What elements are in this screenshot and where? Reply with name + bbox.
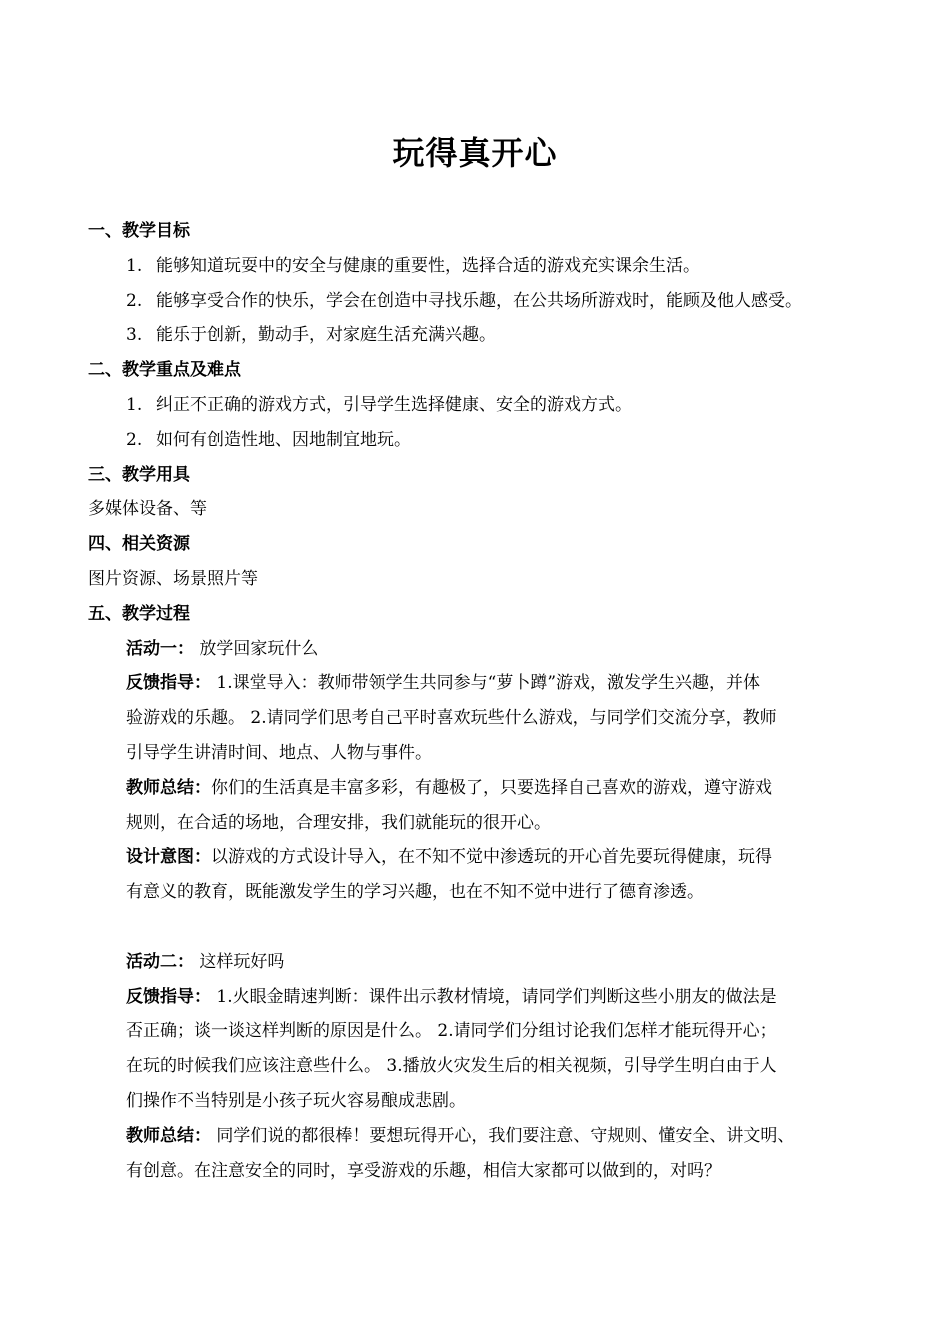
item-number: 1. bbox=[126, 255, 143, 276]
feedback-line: 在玩的时候我们应该注意些什么。 3.播放火灾发生后的相关视频，引导学生明白由于人 bbox=[126, 1056, 777, 1077]
summary-line bbox=[88, 1119, 888, 1154]
list-item bbox=[88, 284, 888, 319]
summary-line: 有创意。在注意安全的同时，享受游戏的乐趣，相信大家都可以做到的，对吗？ bbox=[126, 1160, 721, 1181]
blank-line bbox=[88, 910, 888, 945]
feedback-line bbox=[88, 666, 888, 701]
section-heading-process: 五、教学过程 bbox=[88, 603, 190, 624]
summary-text: 同学们说的都很棒！要想玩得开心，我们要注意、守规则、懂安全、讲文明、 bbox=[211, 1125, 795, 1146]
intent-line: 有意义的教育，既能激发学生的学习兴趣，也在不知不觉中进行了德育渗透。 bbox=[126, 882, 704, 903]
feedback-label: 反馈指导： bbox=[126, 673, 211, 694]
resources-text: 图片资源、场景照片等 bbox=[88, 568, 258, 589]
intent-text: 以游戏的方式设计导入，在不知不觉中渗透玩的开心首先要玩得健康，玩得 bbox=[211, 847, 772, 868]
list-item bbox=[88, 249, 888, 284]
activity-two-title bbox=[88, 945, 888, 980]
feedback-line: 们操作不当特别是小孩子玩火容易酿成悲剧。 bbox=[126, 1090, 466, 1111]
item-text: 能够享受合作的快乐，学会在创造中寻找乐趣，在公共场所游戏时，能顾及他人感受。 bbox=[156, 290, 802, 311]
item-text: 能乐于创新，勤动手，对家庭生活充满兴趣。 bbox=[156, 325, 496, 346]
activity-one-title bbox=[88, 632, 888, 667]
item-text: 纠正不正确的游戏方式，引导学生选择健康、安全的游戏方式。 bbox=[156, 394, 632, 415]
intent-label: 设计意图： bbox=[126, 847, 211, 868]
feedback-line: 否正确；谈一谈这样判断的原因是什么。 2.请同学们分组讨论我们怎样才能玩得开心； bbox=[126, 1021, 777, 1042]
list-item bbox=[88, 318, 888, 353]
activity-name: 这样玩好吗 bbox=[199, 951, 285, 972]
summary-line: 规则，在合适的场地，合理安排，我们就能玩的很开心。 bbox=[126, 812, 551, 833]
item-number: 3. bbox=[126, 325, 143, 346]
section-heading-key-points: 二、教学重点及难点 bbox=[88, 360, 241, 381]
item-number: 1. bbox=[126, 394, 143, 415]
feedback-text: 1.课堂导入：教师带领学生共同参与“萝卜蹲”游戏，激发学生兴趣，并体 bbox=[211, 673, 761, 694]
summary-line bbox=[88, 771, 888, 806]
list-item bbox=[88, 388, 888, 423]
feedback-line: 引导学生讲清时间、地点、人物与事件。 bbox=[126, 742, 432, 763]
section-heading-objectives: 一、教学目标 bbox=[88, 221, 190, 241]
activity-name: 放学回家玩什么 bbox=[199, 638, 319, 659]
document-body bbox=[88, 214, 888, 1188]
item-text: 如何有创造性地、因地制宜地玩。 bbox=[156, 429, 411, 450]
item-number: 2. bbox=[126, 429, 143, 450]
intent-line bbox=[88, 840, 888, 875]
feedback-text: 1.火眼金睛速判断：课件出示教材情境，请同学们判断这些小朋友的做法是 bbox=[211, 986, 777, 1007]
feedback-line: 验游戏的乐趣。 2.请同学们思考自己平时喜欢玩些什么游戏，与同学们交流分享，教师 bbox=[126, 708, 777, 729]
section-heading-resources: 四、相关资源 bbox=[88, 534, 190, 555]
summary-label: 教师总结： bbox=[126, 1125, 211, 1146]
summary-text: 你们的生活真是丰富多彩，有趣极了，只要选择自己喜欢的游戏，遵守游戏 bbox=[211, 777, 772, 798]
list-item bbox=[88, 423, 888, 458]
document-title: 玩得真开心 bbox=[392, 134, 558, 172]
summary-label: 教师总结： bbox=[126, 777, 211, 798]
activity-label: 活动二： bbox=[126, 951, 194, 972]
feedback-label: 反馈指导： bbox=[126, 986, 211, 1007]
item-number: 2. bbox=[126, 290, 143, 311]
feedback-line bbox=[88, 980, 888, 1015]
activity-label: 活动一： bbox=[126, 638, 194, 659]
tools-text: 多媒体设备、等 bbox=[88, 499, 207, 520]
item-text: 能够知道玩耍中的安全与健康的重要性，选择合适的游戏充实课余生活。 bbox=[156, 255, 700, 276]
section-heading-tools: 三、教学用具 bbox=[88, 464, 190, 485]
